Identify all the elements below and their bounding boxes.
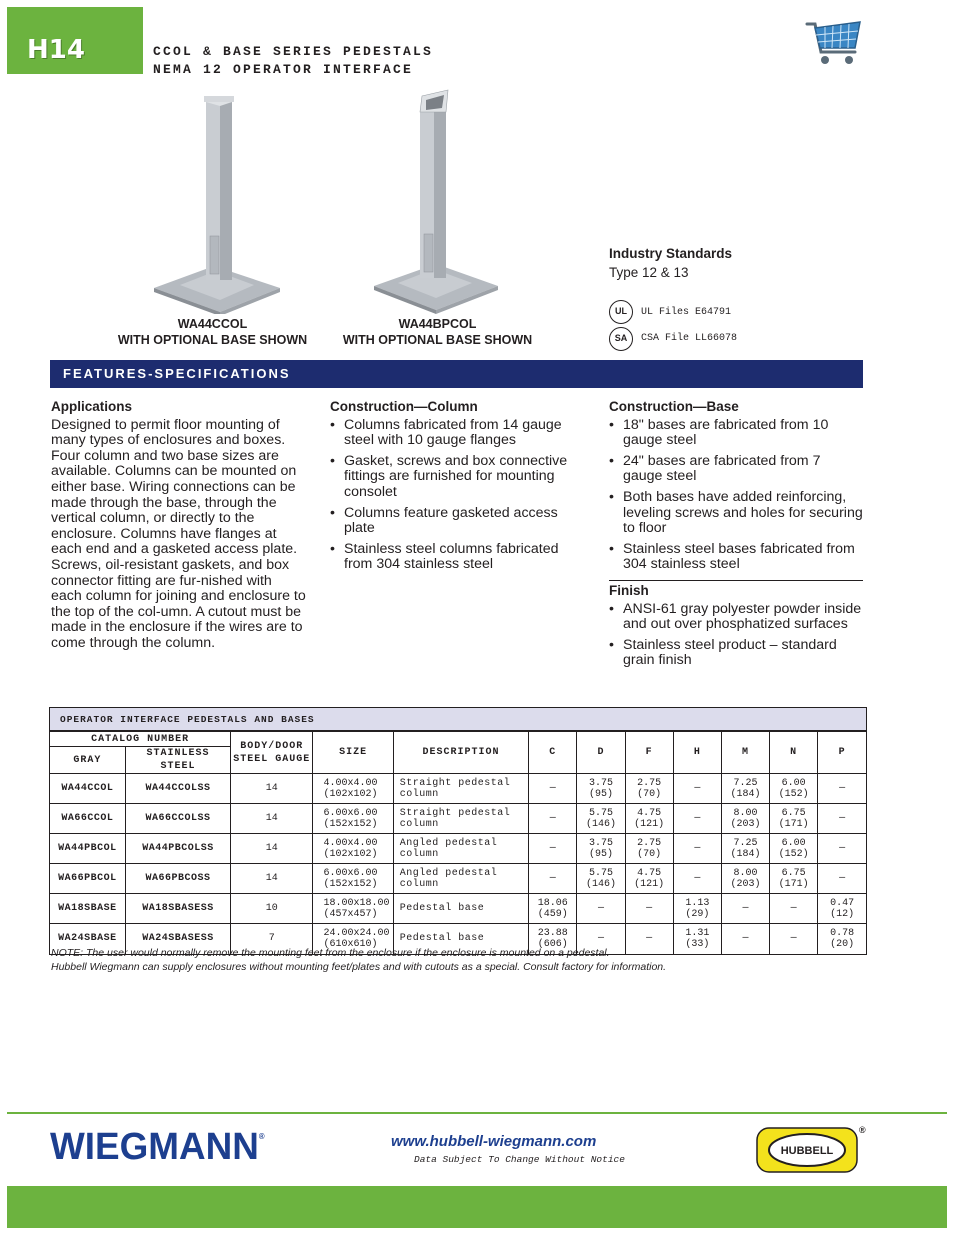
wiegmann-logo: [50, 1126, 265, 1169]
table-cell: 6.00x6.00 (152x152): [313, 864, 393, 894]
table-cell: —: [721, 924, 769, 954]
table-cell: 4.75 (121): [625, 804, 673, 834]
construction-column-section: [330, 399, 585, 578]
list-item: • Gasket, screws and box connective fittings are furnished for mounting consolet: [330, 454, 585, 501]
table-cell: 5.75 (146): [577, 864, 625, 894]
list-item: • Stainless steel bases fabricated from 304 stainless steel: [609, 542, 863, 573]
table-cell: 8.00 (203): [721, 804, 769, 834]
website-link[interactable]: www.hubbell-wiegmann.com: [391, 1133, 597, 1150]
table-cell: WA24SBASESS: [125, 924, 230, 954]
table-cell: WA44PBCOL: [50, 834, 125, 864]
table-cell: 1.31 (33): [673, 924, 721, 954]
table-cell: 10: [231, 894, 313, 924]
brand-registered-mark: ®: [258, 1132, 265, 1141]
table-cell: Pedestal base: [393, 894, 528, 924]
table-cell: WA66PBCOL: [50, 864, 125, 894]
construction-base-list: [609, 418, 863, 573]
table-cell: 8.00 (203): [721, 864, 769, 894]
ul-logo-icon: UL: [609, 300, 633, 324]
applications-section: [51, 399, 306, 652]
catalog-number-header: CATALOG NUMBER: [50, 732, 231, 747]
angled-pedestal-image: [370, 86, 504, 314]
list-item: • Stainless steel columns fabricated from 304 stainless steel: [330, 542, 585, 573]
col-m-header: M: [721, 732, 769, 774]
table-cell: WA24SBASE: [50, 924, 125, 954]
table-cell: 1.13 (29): [673, 894, 721, 924]
table-cell: —: [770, 924, 818, 954]
table-cell: 6.75 (171): [770, 864, 818, 894]
product-model-1: WA44CCOL: [177, 317, 248, 331]
table-cell: 7.25 (184): [721, 834, 769, 864]
table-cell: 6.00 (152): [770, 834, 818, 864]
finish-list: [609, 602, 863, 669]
table-cell: 14: [231, 774, 313, 804]
table-cell: 4.75 (121): [625, 864, 673, 894]
construction-base-section: [609, 399, 863, 674]
page-code: H14: [27, 35, 85, 65]
table-cell: 18.06 (459): [529, 894, 577, 924]
page-title-line1: CCOL & BASE SERIES PEDESTALS: [153, 44, 434, 59]
list-item: • Stainless steel product – standard grain finish: [609, 638, 863, 669]
csa-logo-icon: SA: [609, 327, 633, 351]
table-row: [50, 894, 866, 924]
table-row: [50, 834, 866, 864]
features-bar-label: FEATURES-SPECIFICATIONS: [63, 366, 291, 381]
table-cell: 14: [231, 834, 313, 864]
table-cell: 0.78 (20): [818, 924, 866, 954]
gauge-header: BODY/DOOR STEEL GAUGE: [231, 732, 313, 774]
table-cell: WA66CCOL: [50, 804, 125, 834]
table-cell: 6.00 (152): [770, 774, 818, 804]
standards-value: Type 12 & 13: [609, 265, 689, 280]
page-tab: [7, 7, 143, 74]
col-p-header: P: [818, 732, 866, 774]
table-cell: 24.00x24.00 (610x610): [313, 924, 393, 954]
finish-heading: Finish: [609, 582, 649, 598]
construction-column-list: [330, 418, 585, 573]
spec-table: [49, 707, 867, 955]
straight-pedestal-image: [150, 88, 284, 314]
table-cell: 2.75 (70): [625, 774, 673, 804]
brand-name: WIEGMANN: [50, 1126, 259, 1168]
table-cell: Straight pedestal column: [393, 804, 528, 834]
table-cell: 14: [231, 864, 313, 894]
table-body: [50, 774, 866, 954]
product-caption-1: [105, 316, 320, 348]
table-cell: 2.75 (70): [625, 834, 673, 864]
hubbell-logo: [756, 1127, 858, 1173]
table-cell: 0.47 (12): [818, 894, 866, 924]
table-cell: 7: [231, 924, 313, 954]
table-cell: —: [577, 894, 625, 924]
footer-bar: [7, 1186, 947, 1228]
col-h-header: H: [673, 732, 721, 774]
table-cell: 7.25 (184): [721, 774, 769, 804]
product-note-1: WITH OPTIONAL BASE SHOWN: [117, 333, 308, 347]
table-cell: WA44CCOLSS: [125, 774, 230, 804]
description-header: DESCRIPTION: [393, 732, 528, 774]
table-cell: —: [818, 834, 866, 864]
table-cell: 4.00x4.00 (102x102): [313, 774, 393, 804]
ul-file-text: UL Files E64791: [641, 307, 732, 318]
product-note-2: WITH OPTIONAL BASE SHOWN: [342, 333, 533, 347]
table-cell: —: [529, 774, 577, 804]
construction-column-heading: Construction—Column: [330, 399, 478, 414]
col-f-header: F: [625, 732, 673, 774]
list-item: • ANSI-61 gray polyester powder inside and out over phosphatized surfaces: [609, 602, 863, 633]
footer-divider: [7, 1112, 947, 1114]
shopping-cart-icon[interactable]: [805, 18, 863, 68]
table-cell: —: [529, 804, 577, 834]
table-cell: 14: [231, 804, 313, 834]
standards-heading: Industry Standards: [609, 246, 733, 261]
table-cell: —: [673, 774, 721, 804]
table-cell: Angled pedestal column: [393, 864, 528, 894]
table-cell: —: [673, 834, 721, 864]
table-cell: WA18SBASESS: [125, 894, 230, 924]
table-cell: WA44PBCOLSS: [125, 834, 230, 864]
list-item: • Columns feature gasketed access plate: [330, 506, 585, 537]
table-cell: —: [818, 804, 866, 834]
list-item: • Both bases have added reinforcing, leveling screws and holes for securing to floor: [609, 490, 863, 537]
table-row: [50, 774, 866, 804]
hubbell-registered-mark: ®: [859, 1125, 866, 1135]
table-cell: —: [577, 924, 625, 954]
table-cell: 4.00x4.00 (102x102): [313, 834, 393, 864]
table-cell: WA66PBCOSS: [125, 864, 230, 894]
note-line-1: NOTE: The user would normally remove the mounting feet from the enclosure if the enclosure is mounted on a pedestal.: [51, 947, 610, 959]
table-cell: Pedestal base: [393, 924, 528, 954]
col-d-header: D: [577, 732, 625, 774]
table-row: [50, 804, 866, 834]
table-cell: WA66CCOLSS: [125, 804, 230, 834]
table-cell: 18.00x18.00 (457x457): [313, 894, 393, 924]
table-cell: Angled pedestal column: [393, 834, 528, 864]
table-cell: 6.00x6.00 (152x152): [313, 804, 393, 834]
table-cell: —: [625, 924, 673, 954]
table-cell: —: [818, 864, 866, 894]
features-bar: [50, 360, 863, 388]
table-cell: 3.75 (95): [577, 774, 625, 804]
list-item: • 24" bases are fabricated from 7 gauge steel: [609, 454, 863, 485]
col-c-header: C: [529, 732, 577, 774]
table-cell: —: [818, 774, 866, 804]
list-item: • Columns fabricated from 14 gauge steel with 10 gauge flanges: [330, 418, 585, 449]
table-cell: —: [770, 894, 818, 924]
col-n-header: N: [770, 732, 818, 774]
applications-heading: Applications: [51, 399, 133, 414]
construction-base-heading: Construction—Base: [609, 399, 739, 414]
table-cell: Straight pedestal column: [393, 774, 528, 804]
table-cell: WA18SBASE: [50, 894, 125, 924]
size-header: SIZE: [313, 732, 393, 774]
spec-table-grid: [50, 731, 866, 954]
table-cell: —: [673, 804, 721, 834]
list-item: • 18" bases are fabricated from 10 gauge steel: [609, 418, 863, 449]
table-cell: 6.75 (171): [770, 804, 818, 834]
disclaimer-text: Data Subject To Change Without Notice: [414, 1154, 625, 1165]
finish-section: [609, 580, 863, 669]
table-cell: —: [529, 864, 577, 894]
product-caption-2: [330, 316, 545, 348]
gray-header: GRAY: [50, 747, 125, 774]
stainless-header: STAINLESS STEEL: [125, 747, 230, 774]
table-cell: —: [625, 894, 673, 924]
table-cell: —: [529, 834, 577, 864]
table-cell: —: [673, 864, 721, 894]
table-cell: 3.75 (95): [577, 834, 625, 864]
table-cell: 23.88 (606): [529, 924, 577, 954]
page-title-line2: NEMA 12 OPERATOR INTERFACE: [153, 62, 414, 77]
table-cell: 5.75 (146): [577, 804, 625, 834]
csa-file-text: CSA File LL66078: [641, 333, 738, 344]
table-row: [50, 864, 866, 894]
note-line-2: Hubbell Wiegmann can supply enclosures without mounting feet/plates and with cutouts as a special. Consult factory for information.: [51, 961, 667, 973]
product-model-2: WA44BPCOL: [398, 317, 477, 331]
table-cell: —: [721, 894, 769, 924]
table-cell: WA44CCOL: [50, 774, 125, 804]
applications-body: Designed to permit floor mounting of many types of enclosures and boxes. Four column and two base sizes are available. Columns can be mounted on either base. Wiring connections can be made through the base, through the vertical column, or directly to the enclosure. Columns have flanges at each end and a gasketed access plate. Screws, oil-resistant gaskets, and box connector fitting are fur-nished with each column for joining and enclosure to the top of the col-umn. A cutout must be made in the enclosure if the wires are to come through the column.: [51, 416, 306, 651]
table-title: OPERATOR INTERFACE PEDESTALS AND BASES: [50, 708, 866, 731]
hubbell-logo-text: HUBBELL: [780, 1145, 834, 1157]
